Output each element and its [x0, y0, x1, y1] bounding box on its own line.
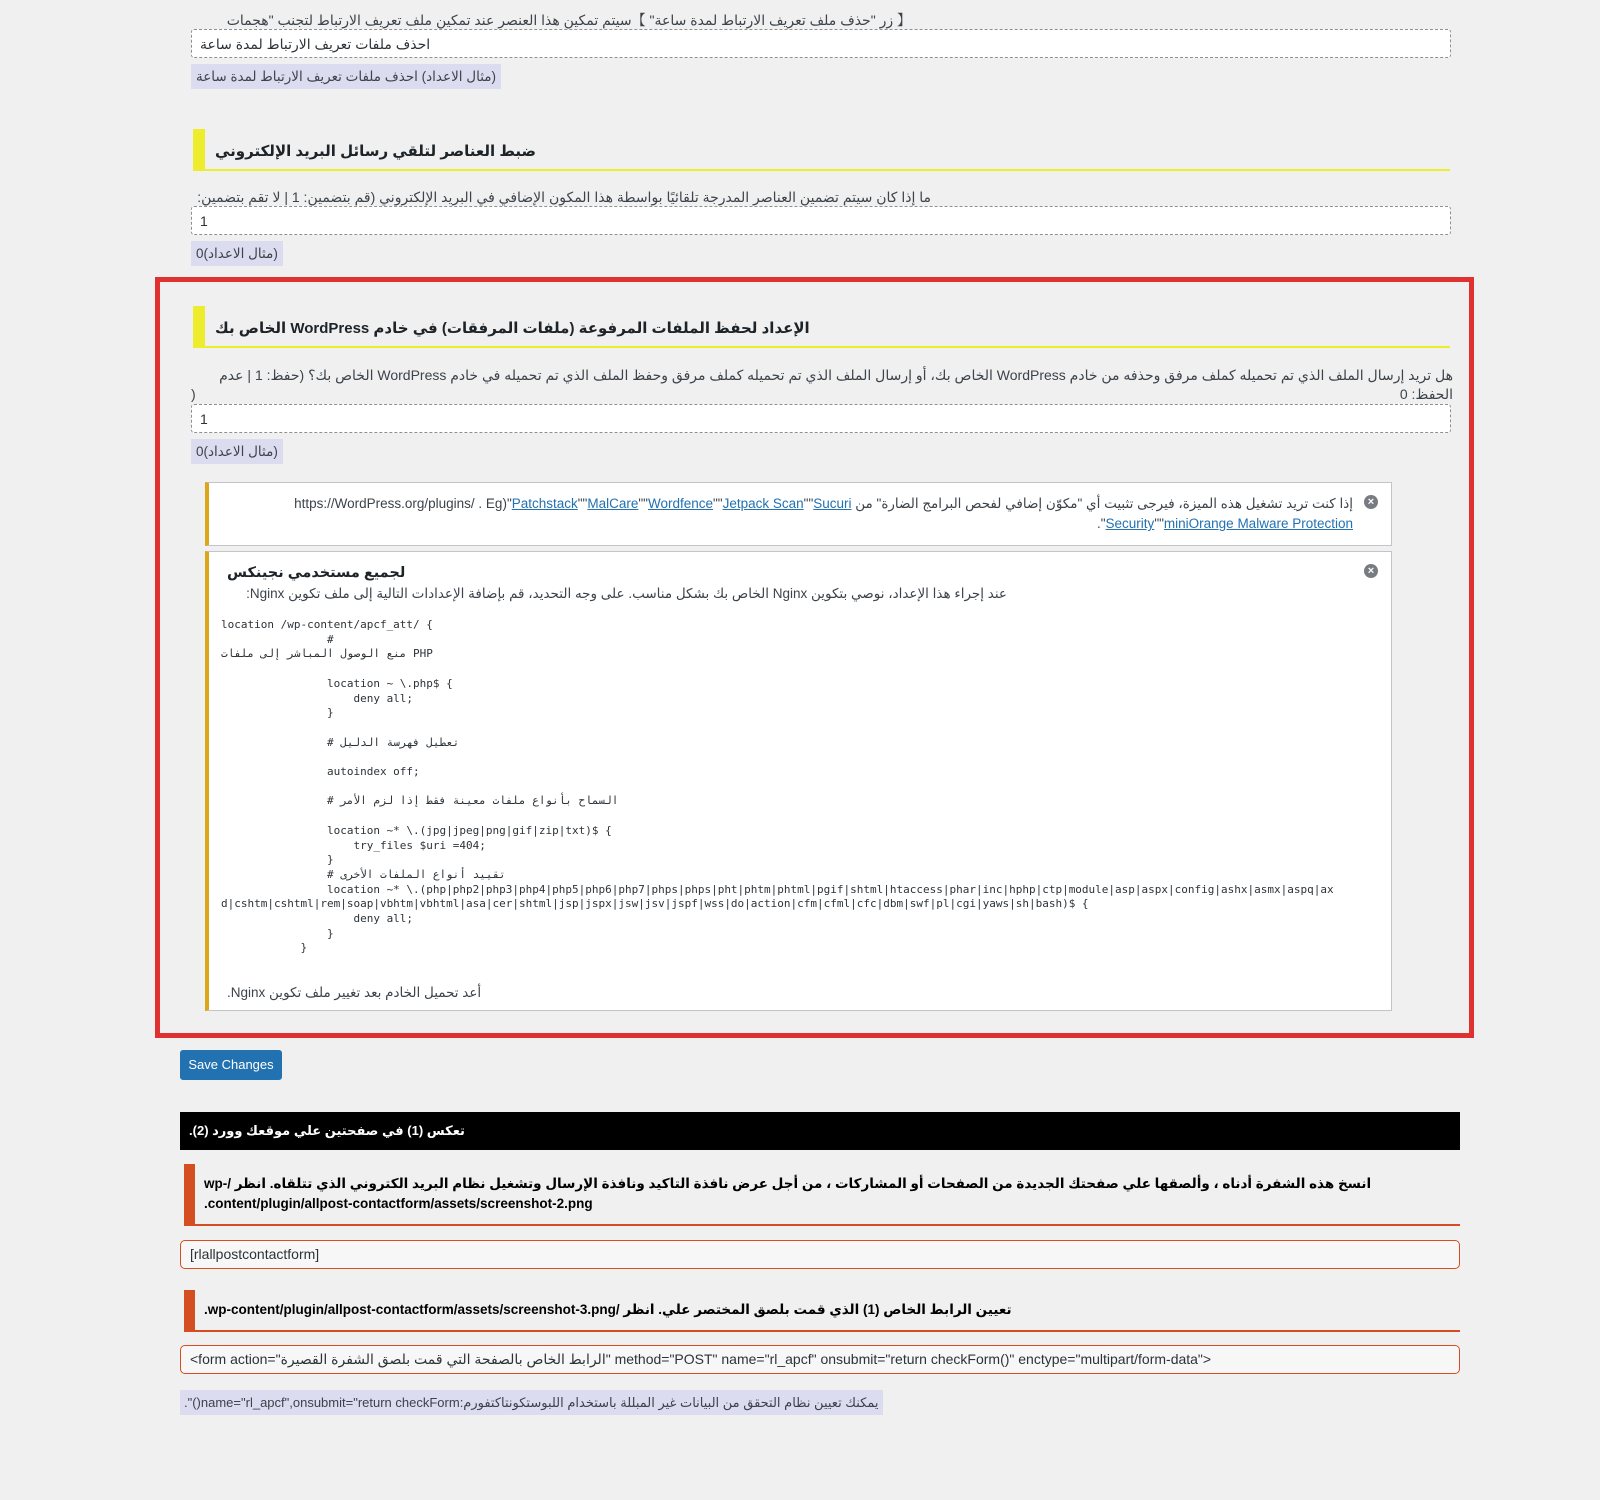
step2-heading-text: تعيين الرابط الخاص (1) الذي قمت بلصق المختصر علي. انظر /wp-content/plugin/allpost-contactform/assets/screenshot-3.png.	[204, 1302, 1012, 1317]
storage-label	[191, 366, 1453, 404]
step1-heading	[184, 1164, 1460, 1226]
cookie-delete-example: (مثال الاعداد) احذف ملفات تعريف الارتباط لمدة ساعة	[191, 64, 501, 89]
form-tag-value: <form action="الرابط الخاص بالصفحة التي قمت بلصق الشفرة القصيرة" method="POST" name="rl_apcf" onsubmit="return checkForm()" enctype="multipart/form-data">	[190, 1351, 1212, 1367]
link-malcare[interactable]: MalCare	[587, 496, 639, 511]
cookie-delete-label: 【 زر "حذف ملف تعريف الارتباط لمدة ساعة" 】سيتم تمكين هذا العنصر عند تمكين ملف تعريف الارتباط لتجنب "هجمات	[226, 12, 911, 28]
link-patchstack[interactable]: Patchstack	[511, 496, 578, 511]
email-include-label: ما إذا كان سيتم تضمين العناصر المدرجة تلقائيًا بواسطة هذا المكون الإضافي في البريد الإلكتروني (قم بتضمين: 1 | لا تقم بتضمين:	[197, 189, 931, 205]
nginx-code-block: location /wp-content/apcf_att/ { # منع الوصول المباشر إلى ملفات PHP location ~ \.php$ { deny all; } # تعطيل فهرسة الدليل autoindex off; # السماح بأنواع ملفات معينة فقط إذا لزم الأمر location ~* \.(jpg|jpeg|png|gif|zip|txt)$ { try_files $uri =404; } # تقييد أنواع الملفات الأخرى location ~* \.(php|php2|php3|php4|php5|php6|php7|phps|phps|pht|phtm|phtml|pgif|shtml|htaccess|phar|inc|hphp|ctp|module|asp|aspx|config|ashx|asmx|aspq|ax d|cshtm|cshtml|rem|soap|vbhtm|vbhtml|asa|cer|shtml|jsp|jspx|jsw|jsv|jspf|wss|do|action|cfm|cfml|cfc|dbm|swf|pl|cgi|yaws|sh|bash)$ { deny all; } }	[221, 618, 1334, 955]
nginx-intro: عند إجراء هذا الإعداد، نوصي بتكوين Nginx الخاص بك بشكل مناسب. على وجه التحديد، قم بإضافة الإعدادات التالية إلى ملف تكوين Nginx:	[246, 586, 1007, 601]
quote-sep: ""	[638, 496, 648, 511]
malware-intro: إذا كنت تريد تشغيل هذه الميزة، فيرجى تثبيت أي "مكوّن إضافي لفحص البرامج الضارة" من https://WordPress.org/plugins/ . Eg)	[294, 496, 1353, 511]
quote-sep: "	[506, 496, 512, 511]
quote-sep: ""	[1154, 516, 1164, 531]
step1-heading-text: انسخ هذه الشفرة أدناه ، وألصقها علي صفحتك الجديدة من الصفحات أو المشاركات ، من أجل عرض نافذة التاكيد ونافذة الإرسال وتشغيل نظام البريد الكتروني الذي تتلقاه. انظر /wp-content/plugin/allpost-contactform/assets/screenshot-2.png.	[204, 1176, 1372, 1211]
link-miniorange[interactable]: miniOrange Malware Protection	[1163, 516, 1353, 531]
storage-input[interactable]	[191, 404, 1451, 433]
quote-sep: ".	[1096, 516, 1106, 531]
email-include-value: 1	[200, 213, 208, 229]
link-jetpack-scan[interactable]: Jetpack Scan	[722, 496, 804, 511]
nginx-footer: أعد تحميل الخادم بعد تغيير ملف تكوين Nginx.	[227, 985, 482, 1000]
email-items-heading-text: ضبط العناصر لتلقي رسائل البريد الإلكتروني	[215, 143, 537, 160]
shortcode-title-text: تعكس (1) في صفحتين علي موقعك وورد (2).	[189, 1123, 465, 1138]
storage-label-tail: )	[191, 386, 196, 402]
quote-sep: ""	[577, 496, 588, 511]
storage-value: 1	[200, 411, 208, 427]
dismiss-icon[interactable]: ×	[1364, 495, 1378, 509]
step2-heading	[184, 1290, 1460, 1332]
shortcode-value: [rlallpostcontactform]	[190, 1246, 320, 1262]
validation-note: يمكنك تعيين نظام التحقق من البيانات غير المبللة باستخدام اللبوستكونتاكتفورم:name="rl_apcf",onsubmit="return checkForm()".	[180, 1390, 883, 1415]
shortcode-input[interactable]	[180, 1240, 1460, 1269]
storage-label-line1: هل تريد إرسال الملف الذي تم تحميله كملف مرفق وحذفه من خادم WordPress الخاص بك، أو إرسال الملف الذي تم تحميله كملف مرفق وحفظ الملف الذي تم تحميله في خادم WordPress الخاص بك؟ (حفظ: 1 | عدم الحفظ: 0	[219, 367, 1453, 402]
email-include-example: (مثال الاعداد)0	[191, 241, 283, 266]
storage-example: (مثال الاعداد)0	[191, 439, 283, 464]
link-wordfence[interactable]: Wordfence	[647, 496, 714, 511]
storage-heading	[193, 306, 1450, 348]
malware-scan-text	[223, 494, 1353, 534]
nginx-notice	[205, 551, 1392, 1011]
link-sucuri[interactable]: Sucuri Security	[813, 496, 1155, 531]
shortcode-title-bar	[180, 1112, 1460, 1150]
email-items-heading	[193, 129, 1450, 171]
malware-scan-notice	[205, 482, 1392, 546]
cookie-delete-input[interactable]	[191, 29, 1451, 58]
quote-sep: ""	[713, 496, 723, 511]
storage-heading-text: الإعداد لحفظ الملفات المرفوعة (ملفات المرفقات) في خادم WordPress الخاص بك	[215, 320, 810, 337]
save-changes-button[interactable]: Save Changes	[180, 1050, 282, 1080]
email-include-input[interactable]	[191, 206, 1451, 235]
dismiss-icon[interactable]: ×	[1364, 564, 1378, 578]
quote-sep: ""	[803, 496, 814, 511]
nginx-title: لجميع مستخدمي نجينكس	[227, 565, 406, 581]
form-tag-input[interactable]	[180, 1345, 1460, 1374]
cookie-delete-value: احذف ملفات تعريف الارتباط لمدة ساعة	[200, 36, 431, 52]
